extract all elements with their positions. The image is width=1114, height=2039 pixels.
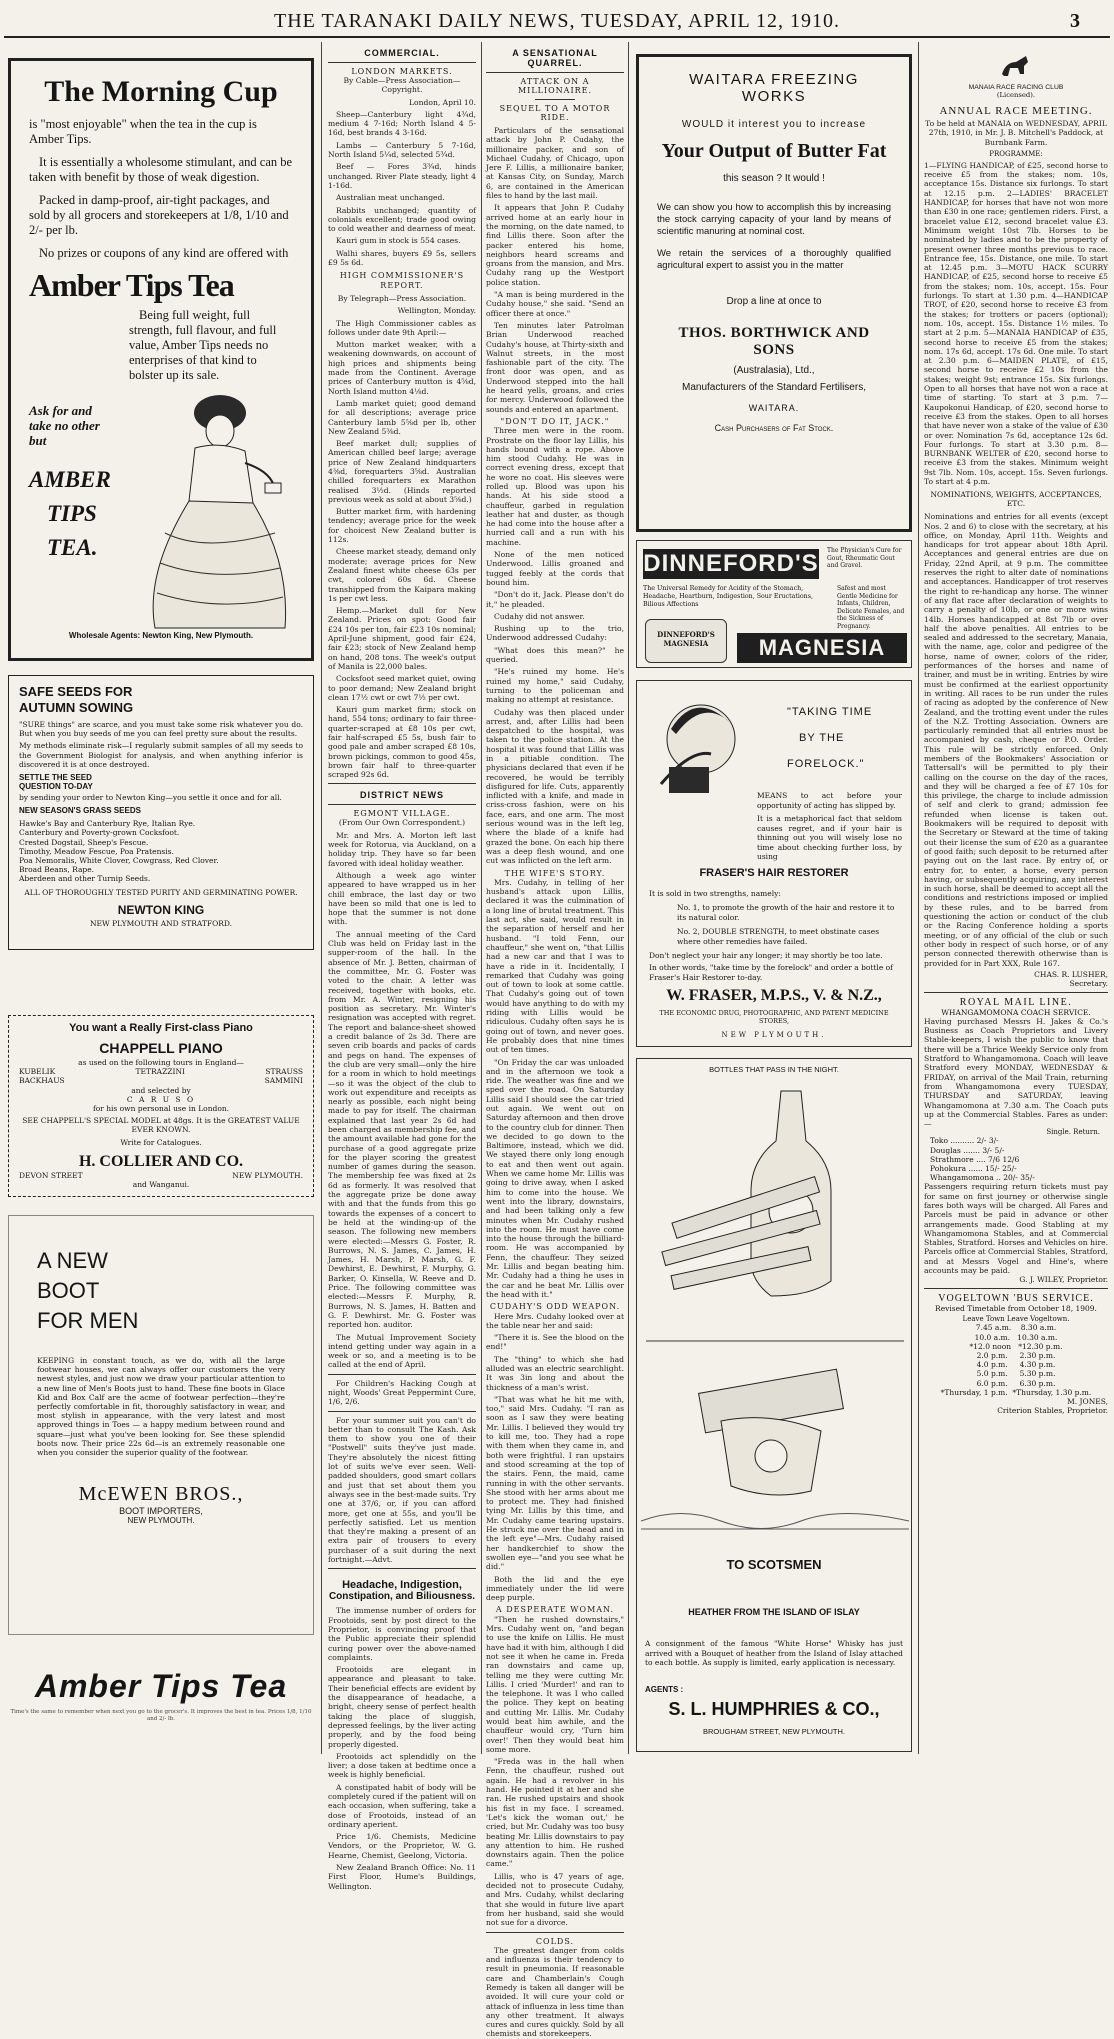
waitara-output: Your Output of Butter Fat [661, 140, 887, 162]
boot-place: NEW PLYMOUTH. [127, 1516, 195, 1526]
paragraph: Lillis, who is 47 years of age, decided not to prosecute Cudahy, and Mrs. Cudahy, whilst declaring that she would in future live apart from her husband, said she would not sue for a divorce. [486, 1871, 624, 1928]
section-heading: COLDS. [535, 1936, 575, 1946]
paragraph: Ten minutes later Patrolman Brian Underwood reached Cudahy's house, at Thirty-sixth and Walnut streets, in the most fashionable part of the city. The front door was open, and as Underwood stepped into the hall he heard yells, groans, and cries for mercy. Underwood followed the sounds and entered an apartment. [486, 320, 624, 414]
vogeltown-cols: Leave Town Leave Vogeltown. [962, 1315, 1070, 1324]
paragraph: New Zealand Branch Office: No. 11 First Floor, Hume's Buildings, Wellington. [328, 1863, 476, 1891]
paragraph: Mutton market weaker, with a weakening downwards, on account of high prices and shipments being made from the Continent. Average prices of Canterbury mutton is 4⅝d, North Island mutton 4⅛d. [328, 340, 476, 396]
paragraph: The annual meeting of the Card Club was held on Friday last in the supper-room of the hall. In the absence of Mr. J. Betten, chairman of the committee, Mr. G. Foster was voted to the chair. A letter was received, together with books, etc. from Mr. A. Winter, resigning his position as secretary. Mr. Winter's resignation was accepted with regret. The report and balance-sheet showed a credit balance of 2s 3d. There are seven crib boards and packs of cards and pegs on hand. The expenses of the club are very small—only the hire for a room in which to hold meetings—so it was the object of the club to work out expenditure and receipts as nearly as possible, each night being made to pay for itself. The chairman explained that last year 2s 6d had been charged as membership fee, and the amount available had gone for the purchase of a good aggregate prize for the player scoring the greatest number of games during the season. The membership fee was fixed at 2s 6d as formerly. It was resolved that the aggregate prize be done away with and that the funds from this go towards the expenses of a concert to be held at the winding-up of the season. The following new members were elected:—Messrs G. Foster, R. Burrows, N. S. James, C. James, H. James, H. Marsh, P. Marsh, G. F. Dewhirst, E. Dewhirst, F. Murphy, G. Barker, O. Kinsella, W. Reeve and D. Price. The following committee was elected:—Messrs F. Murphy, R. Burrows, N. S. James, H. Batten and G. F. Dewhirst. Mr. G. Foster was reported hon. auditor. [328, 929, 476, 1330]
list-item: 10.0 a.m. 10.30 a.m. [974, 1332, 1058, 1342]
fares-list [924, 1136, 1108, 1182]
commercial-dateline2: Wellington, Monday. [397, 306, 476, 316]
waitara-heading: WAITARA FREEZING WORKS [689, 71, 859, 105]
waitara-ad [636, 54, 912, 532]
paragraph: Lambs — Canterbury 5 7-16d, North Island 5¼d, selected 5¾d. [328, 140, 476, 160]
tagline-line: FORELOCK." [787, 758, 865, 770]
waitara-p1: We can show you how to accomplish this by increasing the stock carrying capacity of your land by means of scientific manuring at nominal cost. [657, 202, 891, 237]
paragraph: Mrs. Cudahy, in telling of her husband's attack upon Lillis, declared it was the culmination of a long line of brutal treatment. This last act, she said, would result in the separation of herself and her husband. "I told Fenn, our chauffeur," she went on, "that Lillis had a new car and that I was to have a ride in it. Incidentally, I remarked that Cudahy was going out of town to look at some cattle. That Cudahy's going out of town would have anything to do with my riding with Lillis would be ridiculous. Cudahy often says he is going out of town, and never goes. He probably does that nine times out of ten times. [486, 877, 624, 1055]
section-heading: CUDAHY'S ODD WEAPON. [489, 1302, 621, 1312]
correspondent-line: (From Our Own Correspondent.) [338, 818, 466, 828]
fraser-dont: Don't neglect your hair any longer; it may shortly be too late. [649, 951, 883, 960]
paragraph: Cudahy was then placed under arrest, and, after Lillis had been despatched to the hospital, was taken to the police station. At the hospital it was found that Lillis was in a pitiable condition. The physicians declared that even if he recovered, he would be terribly disfigured for life. Cuts, apparently inflicted with a knife, and made in criss-cross fashion, were on his face, ears, and one arm. The most serious wound was in the left leg, where the blade of a knife had grazed the bone. On each hip there was a deep flesh wound, and one cut was inflicted on the left arm. [486, 707, 624, 866]
piano-selected: and selected by [131, 1085, 191, 1095]
vogeltown-timetable [924, 1323, 1108, 1397]
ask-for-text: Ask for and take no other but [29, 403, 100, 448]
amber-tips-banner [8, 1668, 314, 1748]
paragraph: "Then he rushed downstairs," Mrs. Cudahy went on, "and began to use the knife on Lillis. He must have had it with him, although I did not see it when he came in. Freda ran downstairs and came up, telling me they were cutting Mr. Lillis. I cried 'Murder!' and ran to the telephone. It was I who called the police. They kept on beating and cutting Mr. Lillis. Mr. Cudahy would beat him awhile, and the chauffeur would cry, 'Turn him over!' Then they would beat him some more. [486, 1614, 624, 1754]
list-item: Douglas ....... 3/- 5/- [930, 1145, 1005, 1155]
paragraph: Lamb market quiet; good demand for all descriptions; average price Canterbury lamb 5⅝d per lb, other New Zealand 5⅜d. [328, 398, 476, 436]
paragraph: "That was what he hit me with, too," said Mrs. Cudahy. "I ran as soon as I saw they were beating Mr. Lillis. I believed they would try to kill me, too. They had a rope with them when they came in, and both were frightful. I ran upstairs and stood screaming at the top of the stairs. Fenn, the maid, came running in with the other servants. She stood with her arms about me to protect me. They had finished tying Mr. Lillis by this time, and Mr. Cudahy came tearing upstairs. He struck me over the head and in the left eye"—Mrs. Cudahy raised her handkerchief to show the swollen eye—"and you see what he did." [486, 1394, 624, 1572]
list-item: Whangamomona .. 20/- 35/- [930, 1173, 1035, 1183]
egmont-village-heading: EGMONT VILLAGE. [353, 809, 451, 819]
waitara-drop: Drop a line at once to [726, 296, 822, 307]
paragraph: Sheep—Canterbury light 4¾d, medium 4 7-16d; North Island 4 5-16d, best brands 4 3-16d. [328, 109, 476, 138]
fraser-tagline [787, 699, 872, 777]
fraser-stores: THE ECONOMIC DRUG, PHOTOGRAPHIC, AND PATENT MEDICINE STORES, [659, 1009, 889, 1025]
new-boot-ad [8, 1215, 314, 1635]
paragraph: "A man is being murdered in the Cudahy house," she said. "Send an officer there at once." [486, 290, 624, 318]
quarrel-column [486, 48, 624, 2039]
horse-icon [996, 50, 1036, 82]
tagline-line: "TAKING TIME [787, 706, 873, 718]
piano-write: Write for Catalogues. [120, 1137, 202, 1147]
paragraph: "There it is. See the blood on the end!" [486, 1333, 624, 1352]
whisky-agents: AGENTS : [645, 1685, 684, 1694]
racing-nominations: NOMINATIONS, WEIGHTS, ACCEPTANCES, ETC. [930, 490, 1102, 509]
safe-seeds-heading2: AUTUMN SOWING [19, 700, 134, 715]
lady-with-cup-illustration [125, 383, 295, 633]
mcewen-bros: McEWEN BROS., [78, 1483, 244, 1506]
paragraph: Beef market dull; supplies of American chilled beef large; average price of New Zealand hindquarters 4⅜d, forequarters 3⅝d. Australian chilled forequarters ex Marathon realised 3½d. (Hinds reported previous week as sold at about 3⅝d.) [328, 439, 476, 504]
list-item: 4.0 p.m. 4.30 p.m. [976, 1360, 1056, 1370]
magnesia-word: MAGNESIA [737, 633, 907, 663]
paragraph: The High Commissioner cables as follows under date 9th April:— [328, 318, 476, 337]
piano-town: NEW PLYMOUTH. [232, 1170, 303, 1180]
racing-programme: PROGRAMME: [989, 149, 1043, 158]
racing-p1: To be held at MANAIA on WEDNESDAY, APRIL 27th, 1910, in Mr. J. B. Mitchell's Paddock, at Burnbank Farm. [925, 119, 1107, 147]
column-rule [481, 42, 482, 1754]
section-heading: THE WIFE'S STORY. [504, 868, 606, 878]
royal-mail-body: Having purchased Messrs H. Jakes & Co.'s Business as Coach Proprietors and Livery Stable-keepers, I wish the public to know that there will be a Thrice Weekly Service only from Stratford to Whangamomona. Coach will leave Stratford every MONDAY, WEDNESDAY & FRIDAY, on arrival of the Mail Train, returning from Whangamomona every TUESDAY, THURSDAY and SATURDAY, leaving Whangamomona at 7.30 a.m. The Coach puts up at the Commercial Stables. Fares as under:— [924, 1016, 1108, 1129]
fraser-product: FRASER'S HAIR RESTORER [699, 867, 849, 879]
whisky-ad [636, 1058, 912, 1752]
paragraph: Mr. and Mrs. A. Morton left last week for Rotorua, via Auckland, on a holiday trip. They have so far been favored with ideal holiday weather. [328, 830, 476, 868]
fraser-order: In other words, "take time by the forelock" and order a bottle of Fraser's Hair Restorer to-day. [649, 963, 893, 982]
paragraph: "What does this mean?" he queried. [486, 645, 624, 665]
paragraph: None of the men noticed Underwood. Lillis groaned and tugged feebly at the cords that bound him. [486, 550, 624, 587]
dinnefords-ad [636, 540, 912, 668]
safe-seeds-p2: My methods eliminate risk—I regularly submit samples of all my seeds to the Government Biologist for analysis, and when anything inferior is discovered it is at once destroyed. [19, 741, 303, 769]
seed-list-item: Crested Dogstail, Sheep's Fescue. [19, 837, 149, 847]
bottles-illustration [641, 1081, 909, 1531]
section-heading: A DESPERATE WOMAN. [495, 1605, 615, 1615]
paragraph: Cheese market steady, demand only moderate; average prices for New Zealand finest white cheese 63s per cwt, colored 60s 6d. Cheese transhipped from the Kaipara making 1s per cwt less. [328, 547, 476, 603]
paragraph: The Mutual Improvement Society intend getting under way again in a week or so, and a meeting is to be called at the end of April. [328, 1332, 476, 1370]
racing-secretary-title: Secretary. [1069, 978, 1108, 988]
forelock-illustration [651, 689, 741, 799]
paragraph: The greatest danger from colds and influenza is their tendency to result in pneumonia. If reasonable care and Chamberlain's Cough Remedy is taken all danger will be avoided. It will cure your cold or attack of influenza in less time than any other treatment. It always cures and cures quickly. Sold by all chemists and storekeepers. [486, 1945, 624, 2039]
newton-king-place: NEW PLYMOUTH AND STRATFORD. [89, 918, 232, 928]
vogeltown-heading: VOGELTOWN 'BUS SERVICE. [938, 1293, 1094, 1305]
dinnefords-remedy: The Universal Remedy for Acidity of the Stomach, Headache, Heartburn, Indigestion, Sour Eructations, Bilious Affections [643, 585, 813, 608]
piano-model: SEE CHAPPELL'S SPECIAL MODEL at 48gs. It is the GREATEST VALUE EVER KNOWN. [22, 1116, 300, 1135]
paragraph: For your summer suit you can't do better than to consult The Kash. Ask them to show you one of their "Postwell" suits they've just made. They're absolutely the nicest fitting lot of suits we've ever seen. Well-padded shoulders, good smart collars and just that set about them you always see in the best-made suits. Try one at 37/6, or, if you can afford more, get one at 55s, and you'll be perfectly satisfied. Let us mention that they're making a present of an extra pair of trousers to every purchaser of a suit during the next fortnight.—Advt. [328, 1415, 476, 1565]
morning-cup-body3: No prizes or coupons of any kind are offered with [39, 246, 289, 260]
boot-line2: BOOT [37, 1278, 100, 1303]
magnesia-bottle: DINNEFORD'S MAGNESIA [645, 619, 727, 663]
newton-king-name: NEWTON KING [117, 902, 205, 917]
to-scotsmen: TO SCOTSMEN [726, 1557, 822, 1572]
paragraph: "Freda was in the hall when Fenn, the chauffeur, rushed out again. He had a revolver in his hand. He pointed it at her and she ran. He rushed upstairs and shook his fist in my face. I screamed. 'Let's kick the woman out,' he cried, but Mr. Cudahy was too busy beating Mr. Lillis downstairs to pay any attention to him. He rushed downstairs again. Then the police came." [486, 1757, 624, 1869]
amber-tips-tea-stack [29, 463, 111, 565]
piano-address [19, 1171, 303, 1180]
racing-column [924, 48, 1108, 1754]
fraser-no2: No. 2, DOUBLE STRENGTH, to meet obstinate cases where other remedies have failed. [677, 927, 880, 946]
paragraph: "He's ruined my home. He's ruined my home," said Cudahy, turning to the policeman and making no attempt at resistance. [486, 667, 624, 705]
vogeltown-proprietor2: Criterion Stables, Proprietor. [997, 1406, 1108, 1415]
paragraph: Butter market firm, with hardening tendency; average price for the week for choicest New Zealand butter is 112s. [328, 507, 476, 545]
racing-body: 1—FLYING HANDICAP, of £25, second horse to receive £5 from the stakes; nom. 10s, acceptance 15s. Distance six furlongs. To start at 12.15 p.m. 2—LADIES' BRACELET HANDICAP, for horses that have not won more than £30 in one race; gentlemen riders. First, a bracelet value £12, second bracelet value £3. Minimum weight 10st 7lb. Horses to be nominated by ladies and to be the property of present owner three months previous to race. Entrance fee, 15s. Distance, one mile. To start at 12.45 p.m. 3—MOTU HACK SCURRY HANDICAP, of £25, second horse to receive £5 from the stakes; nom. 10s, accept. 15s. Four furlongs. To start at 1.30 p.m. 4—HANDICAP TROT, of £20, second horse to receive £3 from the stakes; for trotters or pacers (optional); nom. 10s, accept. 15s. Distance 1½ miles. To start at 2 p.m. 5—MANAIA HANDICAP of £35, second horse to receive £5 from the stakes; nom. 17s 6d, accept. 17s 6d. One mile. To start at 2.30 p.m. 6—MAIDEN PLATE, of £15, second horse to receive £2 10s from the stakes; weight 9st; entrance 15s. Six furlongs. Open to all horses that have not won a race at time of starting. To start at 3 p.m. 7—Kaupokonui Handicap, of £20, second horse to receive £3 from the stakes. Open to all horses that have never won a stake of the value of £30 or over. Nomination 7s 6d, acceptance 12s 6d. Four furlongs. To start at 3.30 p.m. 8—BURNBANK WELTER of £20, second horse to receive £3 from the stakes. Minimum weight 9st 7lb. Nom. 10s, accept. 15s. Seven furlongs. To start at 4 p.m. [924, 160, 1108, 486]
piano-artists-row1 [19, 1067, 303, 1076]
list-item: *Thursday, 1 p.m. *Thursday, 1.30 p.m. [940, 1387, 1092, 1397]
settle-seed-3: by sending your order to Newton King—you settle it once and for all. [19, 793, 282, 803]
morning-cup-heading: The Morning Cup [44, 75, 278, 108]
paragraph: Rushing up to the trio, Underwood addressed Cudahy: [486, 624, 624, 643]
piano-used: as used on the following tours in England— [78, 1058, 244, 1067]
masthead [0, 0, 1114, 36]
waitara-p2: We retain the services of a thoroughly qualified agricultural expert to assist you in the matter [657, 248, 891, 271]
paragraph: Australian meat unchanged. [336, 193, 445, 203]
quarrel-body [486, 126, 624, 2039]
wholesale-agents: Wholesale Agents: Newton King, New Plymouth. [68, 631, 254, 640]
fraser-name: W. FRASER, M.P.S., V. & N.Z., [666, 987, 882, 1004]
paragraph: A constipated habit of body will be completely cured if the patient will on each occasion, when suffering, take a dose of Frootoids, instead of an ordinary aperient. [328, 1782, 476, 1829]
royal-mail-sub: WHANGAMOMONA COACH SERVICE. [941, 1007, 1091, 1017]
seed-list-item: Canterbury and Poverty-grown Cocksfoot. [19, 828, 180, 838]
amber-banner-text: Amber Tips Tea [34, 1668, 288, 1704]
list-item: 2.0 p.m. 2.30 p.m. [976, 1350, 1056, 1360]
district-body [328, 818, 476, 1564]
borthwick-cash: Cash Purchasers of Fat Stock. [714, 423, 834, 433]
list-item: 7.45 a.m. 8.30 a.m. [975, 1323, 1057, 1333]
humphries-name: S. L. HUMPHRIES & CO., [668, 1699, 880, 1719]
paragraph: Although a week ago winter appeared to have wrapped us in her chill embrace, the last day or two have been so mild that one is led to hope that the summer is not done with. [328, 870, 476, 927]
column-rule [918, 42, 919, 1754]
paragraph: Kauri gum in stock is 554 cases. [336, 236, 461, 246]
list-item: Strathmore .... 7/6 12/6 [930, 1154, 1020, 1164]
safe-seeds-heading1: SAFE SEEDS FOR [19, 684, 133, 699]
racing-body2: Nominations and entries for all events (except Nos. 2 and 6) to close with the secretary, at his office, on Monday, April 11th. Weights and handicaps for trot appear about 18th April. Acceptances and general entries are due on Friday, 22nd April, at 9 p.m. The committee reserves the right to alter date of nominations and acceptances. Handicapper of trot reserves the right to re-handicap any horse. The winner of any flat race after declaration of weights to carry a penalty of 10lb, or one or more wins 14lb. Horses handicapped at 8st 7lb or over half the above penalties. All entries to be sealed and addressed to the secretary, Manaia, with the name, age, color and pedigree of the horse, name of owner, colors of the rider, performances of the horses and name of trainer, and must be in writing. Entries by wire must be confirmed at the earliest opportunity in writing. All races to be run under the rules of racing as adopted by the conference of New Zealand, and the trotting event under the rules of the N.Z. Trotting Association. Owners are particularly reminded that all entries must be accompanied by cash, cheque or P.O. Order. This rule will be strictly enforced. Only members of the Bookmakers' Association or Tattersall's will be permitted to ply their calling on the course on the day of the races, and they will be charged a fee of £7 10s for this privilege, the charge to include admission of self and clerk to grand; admission fee refunded when license is taken out. Bookmakers will be required to deposit with the Secretary or Steward at the time of taking out their license the sum of £20 as a guarantee of good faith; such deposit to be returned after paying out on the last race. By entry of, or entry for, to enter, a horse, every person having, or subsequently acquiring, any interest in such horse, shall be deemed to accept all the conditions and restrictions imposed or implied by these rules, and to be barred from questioning the action or conduct of the club or the Racing Conference holding a sports meeting, or of any official of the club or such other body in respect of such horse, or of any person connected therewith otherwise than is provided for in Part XXX, Rule 167. [924, 512, 1108, 968]
paragraph: Beef — Fores 3¾d, hinds unchanged. River Plate steady, light 4 1-16d. [328, 162, 476, 190]
seed-list [19, 819, 303, 883]
seed-list-item: Poa Nemoralis, White Clover, Cowgrass, Red Clover. [19, 856, 219, 866]
artist: SAMMINI [264, 1076, 303, 1086]
vogeltown-proprietor: M. JONES, [1067, 1397, 1108, 1406]
royal-mail-body2: Passengers requiring return tickets must pay for same on first journey or otherwise single fares both ways will be charged. All Fares and Parcels must be paid in advance or other arrangements made. Good Stabling at my Whangamomona Stables, and at Commercial Stables, Stratford. Horses and Vehicles on hire. Parcels office at Commercial Stables, Stratford, and at Messrs Vogel and Hine's, where accounts may be paid. [924, 1182, 1108, 1276]
paragraph: Rabbits unchanged; quantity of colonials excellent; trade good owing to cold weather and dearness of meat. [328, 205, 476, 234]
paragraph: Particulars of the sensational attack by John P. Cudahy, the millionaire packer, and son of Michael Cudahy, of Chicago, upon Jere F. Lillis, a millionaire banker, at Kansas City, on Sunday, March 6, are contained in the American files to hand by the last mail. [486, 126, 624, 201]
settle-seed-2: QUESTION TO-DAY [19, 782, 93, 792]
paragraph: Cudahy did not answer. [494, 611, 585, 621]
borthwick-name: THOS. BORTHWICK AND SONS [678, 325, 870, 358]
piano-wanganui: and Wanganui. [132, 1180, 190, 1190]
tested-purity: ALL OF THOROUGHLY TESTED PURITY AND GERMINATING POWER. [24, 887, 298, 897]
paragraph: Price 1/6. Chemists, Medicine Vendors, or the Proprietor, W. G. Hearne, Chemist, Geelong, Victoria. [328, 1832, 476, 1860]
amber-tips-brand: Amber Tips Tea [29, 267, 234, 303]
piano-brand: CHAPPELL PIANO [99, 1040, 223, 1056]
paragraph: The "thing" to which she had alluded was an electric searchlight. It was 3in long and about the thickness of a man's wrist. [486, 1354, 624, 1392]
settle-seed-1: SETTLE THE SEED [19, 773, 92, 783]
tagline-line: BY THE [799, 732, 845, 744]
borthwick-town: WAITARA. [748, 403, 800, 413]
amber-banner-sub: Time's the same to remember when next you go to the grocer's. It improves the best in tea. Prices 1/8, 1/10 and 2/- lb. [10, 1709, 312, 1722]
column-rule [628, 42, 629, 1754]
grass-seeds-heading: NEW SEASON'S GRASS SEEDS [19, 806, 141, 816]
commercial-credit2: By Telegraph—Press Association. [337, 293, 467, 303]
dinnefords-physician: The Physician's Cure for Gout, Rheumatic Gout and Gravel. [827, 547, 902, 569]
quarrel-sub1: ATTACK ON A MILLIONAIRE. [517, 77, 593, 95]
racing-licensed: (Licensed). [996, 91, 1036, 99]
paragraph: Hemp.—Market dull for New Zealand. Prices on spot: Good fair £24 10s per ton, fair £23 10s nominal; April-June shipment, good fair £24, fair £23; stock of New Zealand hemp on hand, 208 tons. The week's output of Manila is 22,000 bales. [328, 606, 476, 671]
masthead-title: THE TARANAKI DAILY NEWS, TUESDAY, APRIL 12, 1910. [274, 10, 840, 32]
paragraph: Both the lid and the eye immediately under the lid were deep purple. [486, 1574, 624, 1603]
paragraph: For Children's Hacking Cough at night, Woods' Great Peppermint Cure, 1/6, 2/6. [328, 1378, 476, 1407]
district-news-heading: DISTRICT NEWS [360, 790, 444, 801]
column-rule [321, 42, 322, 1754]
paragraph: Here Mrs. Cudahy looked over at the table near her and said: [486, 1311, 624, 1330]
fraser-ad [636, 680, 912, 1047]
headache-heading2: Constipation, and Biliousness. [328, 1591, 476, 1603]
morning-cup-body1: It is essentially a wholesome stimulant, and can be taken with benefit by those of weak digestion. [29, 155, 293, 184]
fares-heading: Single. Return. [1046, 1128, 1100, 1137]
tips-word: TIPS [47, 501, 97, 526]
boot-line3: FOR MEN [37, 1308, 139, 1333]
racing-meeting: ANNUAL RACE MEETING. [939, 105, 1093, 117]
section-heading: "DON'T DO IT, JACK." [500, 416, 610, 426]
whisky-heading: BOTTLES THAT PASS IN THE NIGHT. [709, 1065, 839, 1074]
commercial-heading: COMMERCIAL. [364, 48, 440, 58]
safe-seeds-ad [8, 675, 314, 950]
vogeltown-revised: Revised Timetable from October 18, 1909. [935, 1304, 1097, 1314]
piano-street: DEVON STREET [19, 1170, 83, 1180]
waitara-season: this season ? It would ! [723, 173, 825, 184]
royal-mail-heading: ROYAL MAIL LINE. [959, 996, 1073, 1008]
list-item: 6.0 p.m. 6.30 p.m. [976, 1378, 1056, 1388]
morning-cup-intro: is "most enjoyable" when the tea in the cup is Amber Tips. [29, 117, 257, 146]
quarrel-heading: A SENSATIONAL QUARREL. [512, 48, 598, 68]
paragraph: The immense number of orders for Frootoids, sent by post direct to the Proprietor, is convincing proof that the Public appreciate their splendid curing power over the above-named complaints. [328, 1606, 476, 1662]
list-item: *12.0 noon *12.30 p.m. [969, 1341, 1063, 1351]
commercial-column [328, 48, 476, 1891]
list-item: 5.0 p.m. 5.30 p.m. [976, 1369, 1056, 1379]
seed-list-item: Timothy, Meadow Fescue, Poa Pratensis. [19, 846, 174, 856]
london-markets-heading: LONDON MARKETS. [351, 67, 453, 76]
racing-club: MANAIA RACE RACING CLUB [968, 84, 1064, 91]
piano-caruso: C A R U S O [126, 1094, 196, 1104]
fraser-town: NEW PLYMOUTH. [721, 1031, 827, 1039]
morning-cup-ad [8, 58, 314, 661]
boot-importers: BOOT IMPORTERS, [119, 1506, 203, 1517]
paragraph: Cocksfoot seed market quiet, owing to poor demand; New Zealand bright clean 17½ cwt or cwt 7½ per cwt. [328, 674, 476, 702]
morning-cup-body2: Packed in damp-proof, air-tight packages, and sold by all grocers and storekeepers at 1/8, 1/10 and 2/- per lb. [29, 193, 289, 237]
morning-cup-body4: Being full weight, full strength, full flavour, and full value, Amber Tips needs no enterprises of that kind to bolster up its sale. [129, 308, 277, 382]
dinnefords-brand: DINNEFORD'S [643, 550, 819, 577]
fraser-p1: MEANS to act before your opportunity of acting has slipped by. [757, 791, 902, 810]
commercial-credit: By Cable—Press Association—Copyright. [343, 76, 461, 95]
paragraph: Frootoids are elegant in appearance and pleasant to take. Their beneficial effects are evident by the disappearance of headache, a bright, cheery sense of perfect health taking the place of sluggish, depressed feelings, by the liver acting properly, and by the food being properly digested. [328, 1665, 476, 1749]
artist: TETRAZZINI [135, 1067, 185, 1077]
dinnefords-safest: Safest and most Gentle Medicine for Infants, Children, Delicate Females, and the Sickness of Pregnancy. [837, 585, 905, 630]
royal-mail-proprietor: G. J. WILEY, Proprietor. [1019, 1275, 1108, 1285]
paragraph: Kauri gum market firm; stock on hand, 554 tons; ordinary to fair three-quarter-scraped at £8 10s per cwt, fair half-scraped £5 5s, bush fair to good pale and amber scraped £8 10s, brown pickings, common to good 45s, brown fair half to three-quarter scraped 92s 6d. [328, 705, 476, 780]
paragraph: Frootoids act splendidly on the liver; a dose taken at bedtime once a week is highly beneficial. [328, 1751, 476, 1780]
paragraph: Three men were in the room. Prostrate on the floor lay Lillis, his hands bound with a rope. Above him stood Cudahy. He was in correct evening dress, except that he wore no coat. His sleeves were rolled up. Blood was upon his hands. At his side stood a chauffeur, garbed in regulation leather hat and duster, as though he had come into the house after a hurried call and a run with his machine. [486, 426, 624, 547]
commercial-dateline: London, April 10. [409, 97, 476, 107]
fraser-strengths: It is sold in two strengths, namely: [649, 889, 781, 898]
fraser-p2: It is a metaphorical fact that seldom causes regret, and if your hair is thinning out you will wisely lose no time about checking further loss, by using [757, 814, 902, 861]
fraser-no1: No. 1, to promote the growth of the hair and restore it to its natural color. [677, 903, 895, 922]
waitara-interest: WOULD it interest you to increase [681, 119, 867, 130]
borthwick-makers: Manufacturers of the Standard Fertilisers, [682, 382, 866, 393]
humphries-street: BROUGHAM STREET, NEW PLYMOUTH. [703, 1727, 845, 1736]
page-number: 3 [1070, 10, 1080, 32]
seed-list-item: Hawke's Bay and Canterbury Rye, Italian Rye. [19, 819, 196, 829]
piano-heading: You want a Really First-class Piano [69, 1022, 253, 1034]
high-commissioner-heading: HIGH COMMISSIONER'S REPORT. [339, 271, 465, 290]
piano-artists-row2 [19, 1076, 303, 1085]
artist: STRAUSS [265, 1067, 303, 1077]
chappell-piano-ad [8, 1015, 314, 1197]
piano-personal: for his own personal use in London. [92, 1104, 230, 1114]
heather-islay: HEATHER FROM THE ISLAND OF ISLAY [688, 1607, 860, 1617]
list-item: Toko .......... 2/- 3/- [930, 1136, 999, 1146]
paragraph: "On Friday the car was unloaded and in the afternoon we took a ride. The weather was fine and we sped over the road. On Saturday Lillis said I should see the car tried out again. We went out on Saturday afternoon and then drove to the country club for dinner. Then we decided to go down to the Baltimore, instead, which we did. We stayed there only long enough to eat and then went out again. When we came home Mr. Lillis was going to drive away, when I asked him to come into the house. We went into the library, downstairs, and had been talking only a few minutes when Mr. Cudahy rushed into the room. He must have come into the house through the billiard-room. He was accompanied by Fenn, the chauffeur. They seized Mr. Lillis and began beating him. Mr. Cudahy had a thing he uses in the car and he beat Mr. Lillis over the head with it." [486, 1057, 624, 1299]
quarrel-sub2: SEQUEL TO A MOTOR RIDE. [499, 104, 611, 122]
headache-body [328, 1606, 476, 1891]
commercial-body [328, 76, 476, 779]
boot-line1: A NEW [37, 1248, 108, 1273]
seed-list-item: Broad Beans, Rape. [19, 865, 95, 875]
seed-list-item: Aberdeen and other Turnip Seeds. [19, 874, 151, 884]
headache-heading1: Headache, Indigestion, [342, 1579, 462, 1592]
boot-body: KEEPING in constant touch, as we do, with all the large footwear houses, we can always offer our customers the very newest styles, and just now we draw your particular attention to a new line of Men's Boots just to hand. These fine boots in Glace Kid and Box Calf are the acme of footwear perfection—they're perfectly comfortable in fit, thoroughly satisfactory in wear, and most stylish in appearance, with the very latest and most approved things in Toes — a happy medium between round and square—just what you've been looking for. See these splendid boots now. Their price 22s 6d—is an extremely reasonable one when you consider the superior quality of the footwear. [37, 1356, 285, 1458]
amber-word: AMBER [29, 467, 111, 492]
paragraph: It appears that John P. Cudahy arrived home at an early hour in the morning, on the date named, to find Lillis there. Soon after the packer entered his home, neighbors heard screams and groans from the mansion, and Mrs. Cudahy rang up the Westport police station. [486, 203, 624, 287]
whisky-body: A consignment of the famous "White Horse" Whisky has just arrived with a Bouquet of heather from the Island of Islay attached to each bottle. As supply is limited, early application is necessary. [645, 1639, 903, 1667]
paragraph: Walhi shares, buyers £9 5s, sellers £9 5s 6d. [328, 248, 476, 268]
borthwick-aus: (Australasia), Ltd., [733, 365, 815, 376]
safe-seeds-p1: "SURE things" are scarce, and you must take some risk whatever you do. But when you buy seeds of me you can feel pretty sure about the results. [19, 720, 303, 739]
masthead-rule [4, 36, 1110, 38]
piano-dealer: H. COLLIER AND CO. [78, 1152, 244, 1170]
artist: KUBELIK [19, 1067, 56, 1077]
racing-secretary: CHAS. R. LUSHER, [1034, 969, 1108, 979]
paragraph: "Don't do it, Jack. Please don't do it," he pleaded. [486, 590, 624, 609]
artist: BACKHAUS [19, 1076, 65, 1086]
list-item: Pohokura ...... 15/- 25/- [930, 1164, 1017, 1173]
tea-word: TEA. [47, 535, 98, 560]
